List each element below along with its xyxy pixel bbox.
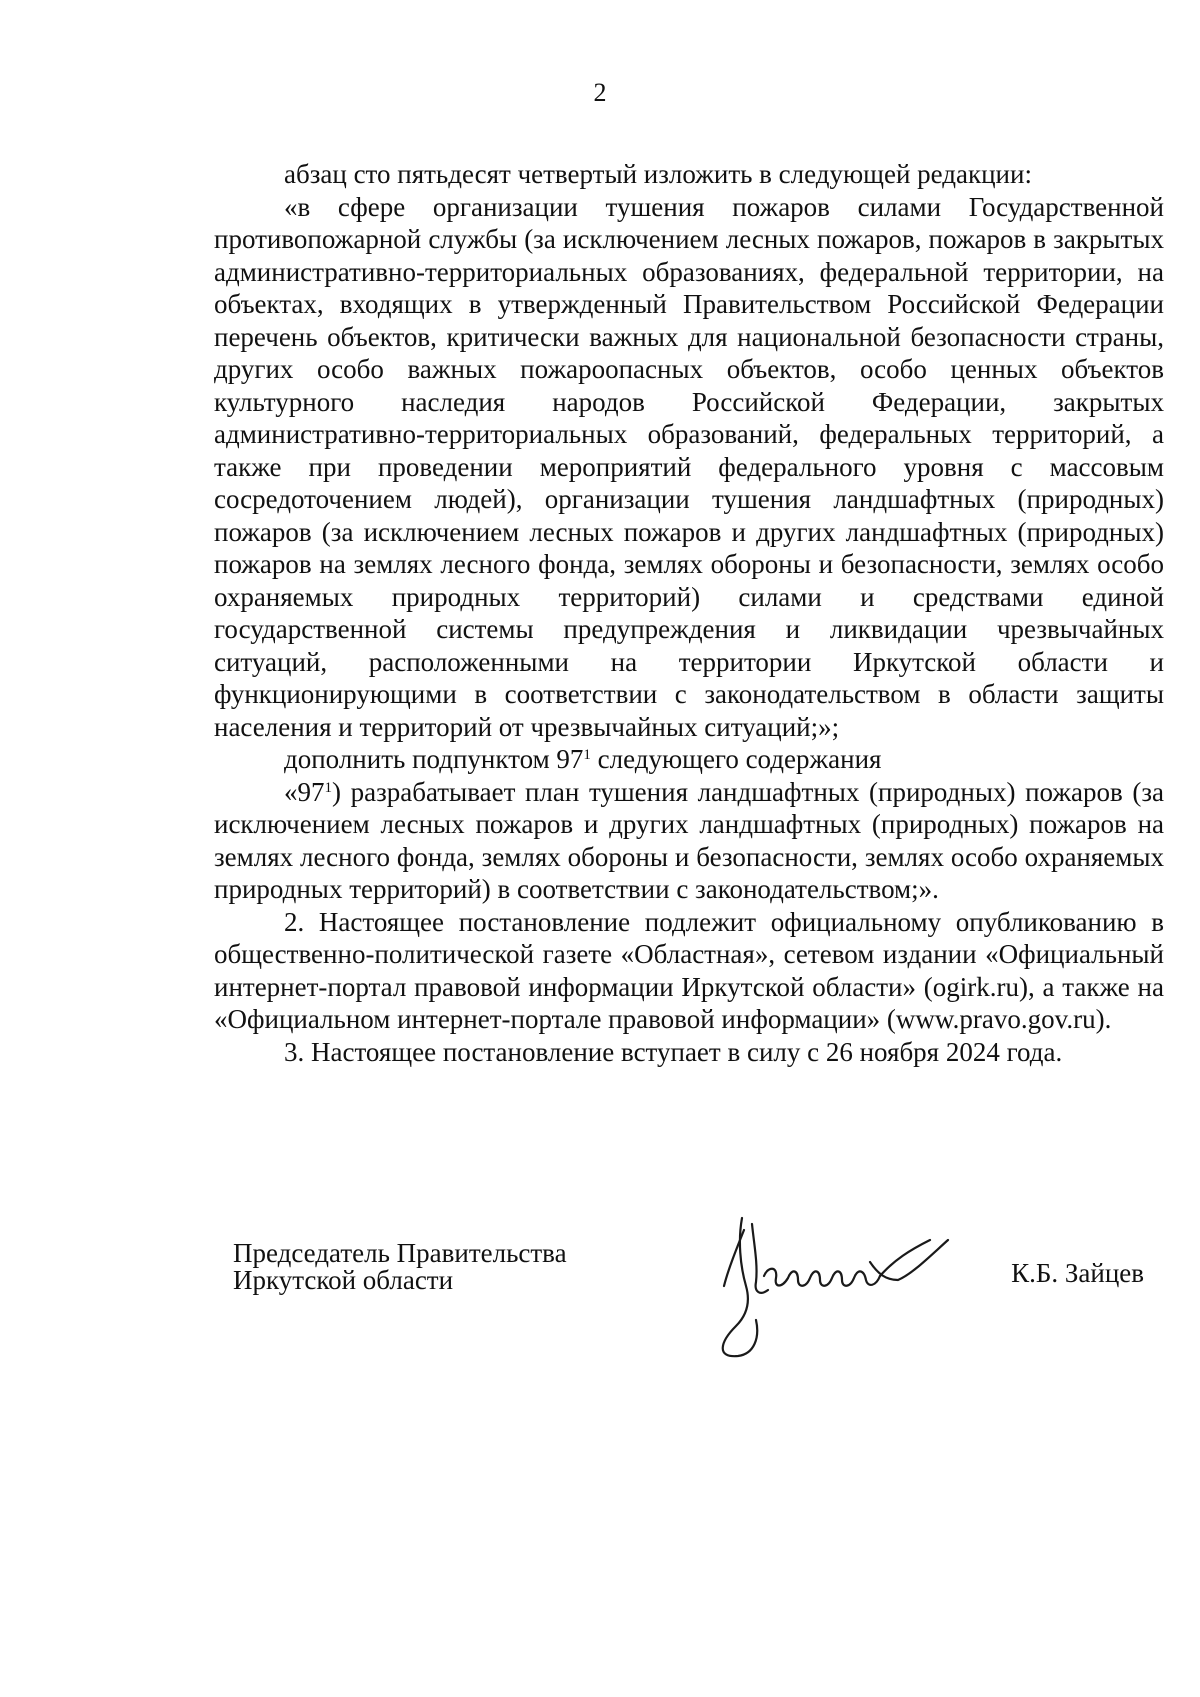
subitem-text-after: ) разрабатывает план тушения ландшафтных (природных) пожаров (за исключением лесных пожаров и других ландшафтных (природных) пожаров на землях лесного фонда, землях обороны и безопасности, землях особо охраняемых природных территорий) в соответствии с законодательством;». xyxy=(214,776,1164,904)
page-number: 2 xyxy=(593,78,607,107)
signatory-name: К.Б. Зайцев xyxy=(1011,1258,1144,1288)
handwritten-signature xyxy=(698,1210,960,1360)
superscript-index: 1 xyxy=(583,747,591,763)
paragraph-effective-date: 3. Настоящее постановление вступает в силу с 26 ноября 2024 года. xyxy=(284,1036,1063,1067)
signatory-position-line-1: Председатель Правительства xyxy=(233,1238,567,1268)
add-subitem-text-before: дополнить подпунктом 97 xyxy=(284,744,584,774)
subitem-text-before: «97 xyxy=(284,776,325,807)
signatory-position-line-2: Иркутской области xyxy=(233,1265,454,1295)
superscript-index: 1 xyxy=(324,779,332,796)
paragraph-publication: 2. Настоящее постановление подлежит официальному опубликованию в общественно-политической газете «Областная», сетевом издании «Официальный интернет-портал правовой информации Иркутской области» (ogirk.ru), а также на «Официальном интернет-портале правовой информации» (www.pravo.gov.ru). xyxy=(214,906,1164,1034)
signatory-position xyxy=(233,1240,567,1294)
paragraph-amendment-intro: абзац сто пятьдесят четвертый изложить в следующей редакции: xyxy=(284,159,1032,189)
document-body xyxy=(214,158,1164,1068)
add-subitem-text-after: следующего содержания xyxy=(590,744,882,774)
paragraph-subitem-text xyxy=(214,776,1164,906)
paragraph-amendment-text: «в сфере организации тушения пожаров силами Государственной противопожарной службы (за исключением лесных пожаров, пожаров в закрытых административно-территориальных образованиях, федеральной территории, на объектах, входящих в утвержденный Правительством Российской Федерации перечень объектов, критически важных для национальной безопасности страны, других особо важных пожароопасных объектов, особо ценных объектов культурного наследия народов Российской Федерации, закрытых административно-территориальных образований, федеральных территорий, а также при проведении мероприятий федерального уровня с массовым сосредоточением людей), организации тушения ландшафтных (природных) пожаров (за исключением лесных пожаров и других ландшафтных (природных) пожаров на землях лесного фонда, землях обороны и безопасности, землях особо охраняемых природных территорий) силами и средствами единой государственной системы предупреждения и ликвидации чрезвычайных ситуаций, расположенными на территории Иркутской области и функционирующими в соответствии с законодательством в области защиты населения и территорий от чрезвычайных ситуаций;»; xyxy=(214,191,1164,742)
paragraph-add-subitem xyxy=(214,743,1164,776)
